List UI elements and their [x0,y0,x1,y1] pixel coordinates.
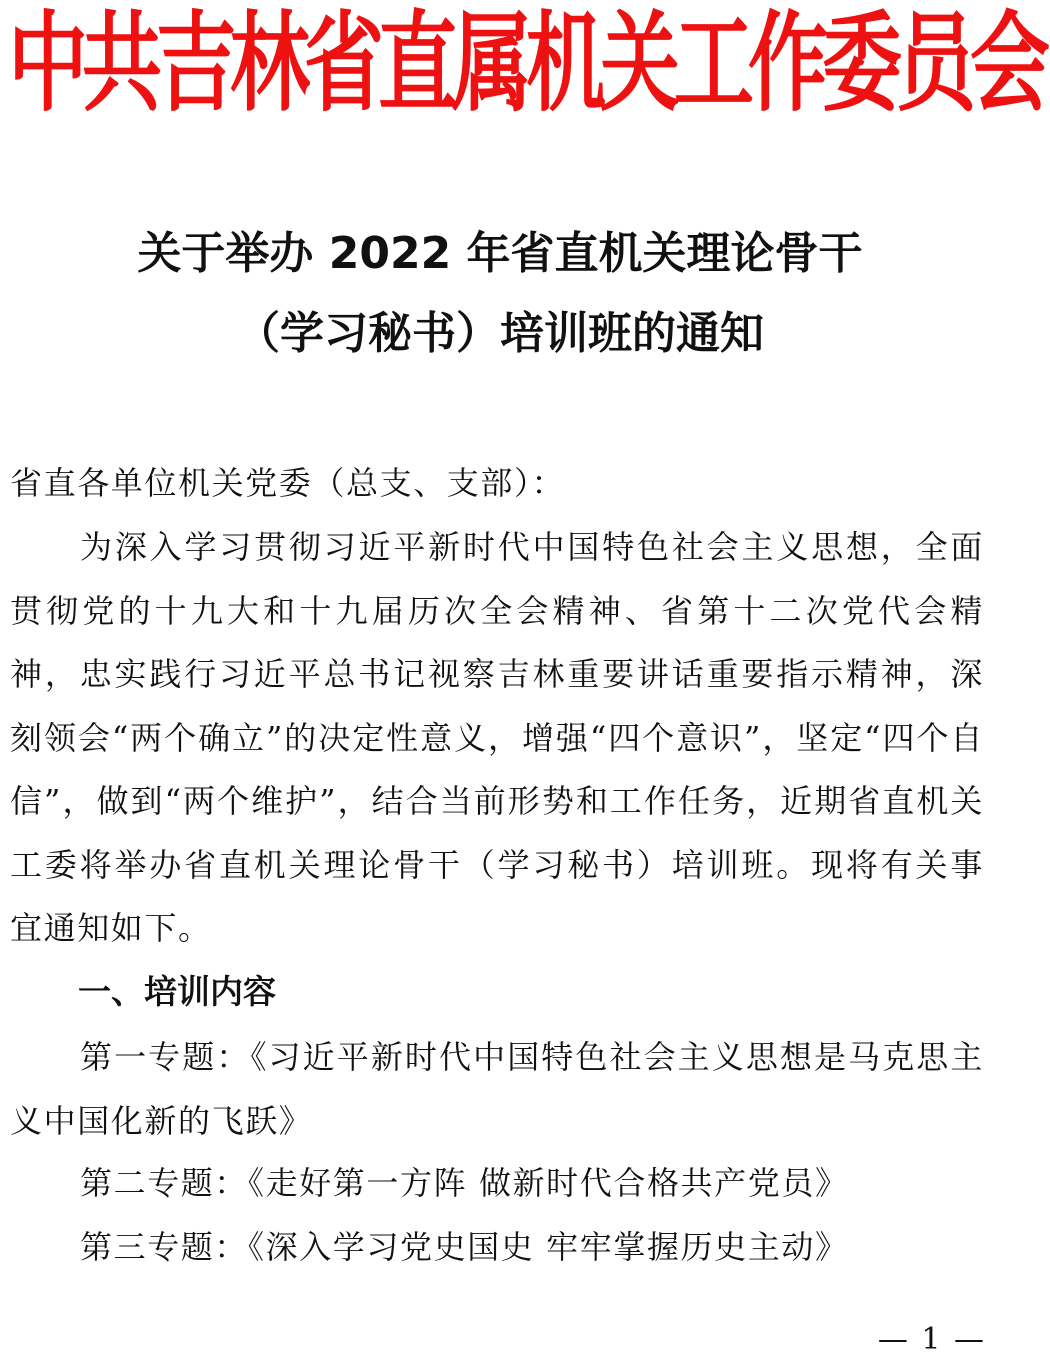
topic-item: 第二专题：《走好第一方阵 做新时代合格共产党员》 [80,1164,849,1202]
letterhead-char: 林 [230,0,310,127]
letterhead-char: 关 [600,0,680,127]
document-title-line1: 关于举办 2022 年省直机关理论骨干 [137,228,863,279]
salutation: 省直各单位机关党委（总支、支部）： [10,464,566,502]
document-title-line2: （学习秘书）培训班的通知 [236,308,764,359]
letterhead-char: 共 [82,0,162,127]
letterhead-char: 会 [970,0,1050,127]
letterhead-char: 中 [8,0,88,127]
page-number: — 1 — [877,1322,986,1357]
letterhead-char: 作 [748,0,828,127]
body-paragraph: 为深入学习贯彻习近平新时代中国特色社会主义思想，全面贯彻党的十九大和十九届历次全会精神、省第十二次党代会精神，忠实践行习近平总书记视察吉林重要讲话重要指示精神，深刻领会“两个确立”的决定性意义，增强“四个意识”，坚定“四个自信”，做到“两个维护”，结合当前形势和工作任务，近期省直机关工委将举办省直机关理论骨干（学习秘书）培训班。现将有关事宜通知如下。 [10,528,984,947]
letterhead-char: 工 [674,0,754,127]
letterhead-char: 委 [822,0,902,127]
letterhead-char: 省 [304,0,384,127]
section-heading: 一、培训内容 [78,972,276,1011]
letterhead-char: 员 [896,0,976,127]
topic-item: 第三专题：《深入学习党史国史 牢牢掌握历史主动》 [80,1228,849,1266]
letterhead-char: 机 [526,0,606,127]
letterhead-char: 吉 [156,0,236,127]
topic-text: 第一专题：《习近平新时代中国特色社会主义思想是马克思主义中国化新的飞跃》 [10,1038,984,1140]
letterhead-title [8,0,1050,128]
letterhead-char: 直 [378,0,458,127]
letterhead-char: 属 [452,0,532,127]
topic-item [10,1026,984,1153]
